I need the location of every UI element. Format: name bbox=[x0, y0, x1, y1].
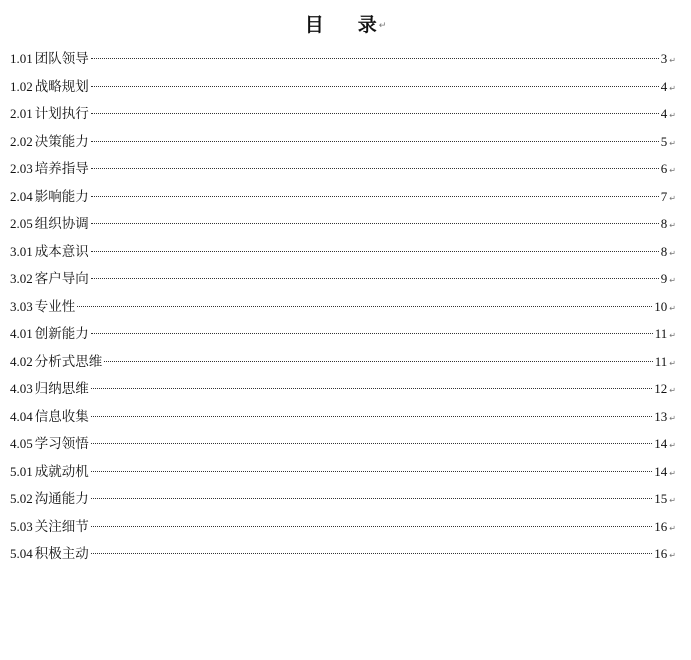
dot-leader bbox=[91, 86, 659, 87]
toc-entry[interactable] bbox=[10, 155, 676, 183]
toc-entry-number: 5.04 bbox=[10, 546, 33, 561]
toc-entry-number: 4.01 bbox=[10, 326, 33, 341]
dot-leader bbox=[91, 388, 653, 389]
toc-entry-label: 决策能力 bbox=[34, 133, 89, 150]
toc-entry-label: 客户导向 bbox=[34, 271, 89, 287]
toc-entry-label: 计划执行 bbox=[34, 106, 89, 122]
paragraph-mark-icon: ↵ bbox=[669, 111, 676, 120]
title-char-1: 目 bbox=[304, 14, 324, 36]
toc-entry-number: 2.01 bbox=[10, 106, 33, 121]
toc-entry-label: 沟通能力 bbox=[34, 491, 89, 507]
toc-entry-page-number: 7 bbox=[660, 188, 668, 204]
toc-entry-label: 信息收集 bbox=[34, 408, 89, 425]
toc-entry[interactable] bbox=[10, 128, 676, 156]
paragraph-mark-icon: ↵ bbox=[669, 276, 676, 285]
dot-leader bbox=[91, 58, 659, 59]
paragraph-mark-icon: ↵ bbox=[669, 386, 676, 395]
paragraph-mark-icon: ↵ bbox=[669, 83, 676, 93]
paragraph-mark-icon: ↵ bbox=[669, 331, 676, 340]
paragraph-mark-icon: ↵ bbox=[669, 221, 676, 230]
toc-entry-page-number: 4 bbox=[660, 78, 668, 94]
toc-entry-label: 组织协调 bbox=[34, 216, 89, 232]
paragraph-mark-icon: ↵ bbox=[669, 551, 676, 560]
dot-leader bbox=[91, 251, 659, 252]
toc-entry-page-number: 5 bbox=[660, 133, 668, 149]
toc-entry-label: 成就动机 bbox=[34, 463, 89, 480]
toc-entry-number: 5.01 bbox=[10, 463, 33, 479]
toc-entry-number: 2.03 bbox=[10, 161, 33, 176]
paragraph-mark-icon: ↵ bbox=[669, 496, 676, 505]
toc-entry[interactable] bbox=[10, 513, 676, 541]
toc-entry-number: 2.02 bbox=[10, 133, 33, 149]
toc-entry-number: 5.03 bbox=[10, 518, 33, 534]
toc-entry-page-number: 10 bbox=[654, 298, 668, 314]
toc-entry-page-number: 8 bbox=[660, 216, 668, 231]
title-char-2: 录 bbox=[357, 14, 377, 36]
toc-entry[interactable] bbox=[10, 540, 676, 568]
dot-leader bbox=[91, 498, 653, 499]
toc-entry-label: 关注细节 bbox=[34, 518, 89, 535]
toc-entry-number: 1.02 bbox=[10, 78, 33, 94]
dot-leader bbox=[77, 306, 652, 307]
toc-entry-label: 积极主动 bbox=[34, 546, 89, 562]
toc-entry[interactable] bbox=[10, 458, 676, 486]
dot-leader bbox=[91, 113, 659, 114]
paragraph-mark-icon: ↵ bbox=[669, 358, 676, 368]
dot-leader bbox=[91, 443, 653, 444]
paragraph-mark-icon: ↵ bbox=[669, 193, 676, 203]
paragraph-mark-icon: ↵ bbox=[669, 413, 676, 423]
toc-entry-number: 3.03 bbox=[10, 298, 33, 314]
dot-leader bbox=[91, 416, 653, 417]
toc-entry-page-number: 3 bbox=[660, 51, 668, 66]
dot-leader bbox=[91, 141, 659, 142]
toc-entry[interactable] bbox=[10, 293, 676, 321]
dot-leader bbox=[91, 333, 653, 334]
toc-entry-label: 团队领导 bbox=[34, 51, 89, 67]
paragraph-mark-icon: ↵ bbox=[669, 523, 676, 533]
table-of-contents bbox=[10, 45, 676, 568]
toc-entry[interactable] bbox=[10, 375, 676, 403]
toc-entry[interactable] bbox=[10, 210, 676, 238]
dot-leader bbox=[91, 223, 659, 224]
toc-entry[interactable] bbox=[10, 100, 676, 128]
toc-entry-page-number: 16 bbox=[654, 546, 668, 561]
toc-entry[interactable] bbox=[10, 45, 676, 73]
toc-entry[interactable] bbox=[10, 485, 676, 513]
paragraph-mark-icon: ↵ bbox=[669, 468, 676, 478]
toc-entry-label: 战略规划 bbox=[34, 78, 89, 95]
paragraph-mark-icon: ↵ bbox=[669, 248, 676, 258]
toc-title bbox=[0, 8, 691, 42]
toc-entry[interactable] bbox=[10, 265, 676, 293]
toc-entry-page-number: 12 bbox=[654, 381, 668, 396]
toc-entry-number: 4.04 bbox=[10, 408, 33, 424]
paragraph-mark-icon: ↵ bbox=[669, 441, 676, 450]
toc-entry-page-number: 13 bbox=[654, 408, 668, 424]
toc-entry-number: 1.01 bbox=[10, 51, 33, 66]
toc-entry-label: 创新能力 bbox=[34, 326, 89, 342]
toc-entry-page-number: 16 bbox=[654, 518, 668, 534]
paragraph-mark-icon: ↵ bbox=[669, 56, 676, 65]
toc-entry-page-number: 8 bbox=[660, 243, 668, 259]
toc-entry[interactable] bbox=[10, 348, 676, 376]
dot-leader bbox=[104, 361, 653, 362]
toc-entry-number: 4.03 bbox=[10, 381, 33, 396]
toc-entry-page-number: 9 bbox=[660, 271, 668, 286]
toc-entry-page-number: 6 bbox=[660, 161, 668, 176]
dot-leader bbox=[91, 526, 653, 527]
toc-entry-label: 学习领悟 bbox=[34, 436, 89, 452]
toc-entry[interactable] bbox=[10, 430, 676, 458]
toc-entry[interactable] bbox=[10, 403, 676, 431]
toc-entry-label: 专业性 bbox=[34, 298, 76, 315]
toc-entry-page-number: 11 bbox=[654, 353, 668, 369]
dot-leader bbox=[91, 278, 659, 279]
toc-entry-label: 成本意识 bbox=[34, 243, 89, 260]
toc-entry-number: 4.02 bbox=[10, 353, 33, 369]
toc-entry-number: 2.04 bbox=[10, 188, 33, 204]
toc-entry-page-number: 11 bbox=[654, 326, 668, 341]
dot-leader bbox=[91, 553, 653, 554]
dot-leader bbox=[91, 196, 659, 197]
toc-entry-number: 2.05 bbox=[10, 216, 33, 231]
toc-entry-label: 影响能力 bbox=[34, 188, 89, 205]
dot-leader bbox=[91, 168, 659, 169]
toc-entry[interactable] bbox=[10, 183, 676, 211]
toc-entry[interactable] bbox=[10, 320, 676, 348]
toc-entry-number: 3.02 bbox=[10, 271, 33, 286]
toc-entry-label: 培养指导 bbox=[34, 161, 89, 177]
toc-entry-page-number: 14 bbox=[654, 463, 668, 479]
dot-leader bbox=[91, 471, 653, 472]
toc-entry-label: 归纳思维 bbox=[34, 381, 89, 397]
toc-entry[interactable] bbox=[10, 73, 676, 101]
toc-entry-number: 4.05 bbox=[10, 436, 33, 451]
paragraph-mark-icon: ↵ bbox=[669, 138, 676, 148]
toc-entry[interactable] bbox=[10, 238, 676, 266]
toc-entry-number: 5.02 bbox=[10, 491, 33, 506]
paragraph-mark-icon: ↵ bbox=[669, 166, 676, 175]
toc-entry-number: 3.01 bbox=[10, 243, 33, 259]
toc-entry-page-number: 14 bbox=[654, 436, 668, 451]
paragraph-mark-icon: ↵ bbox=[378, 21, 387, 31]
paragraph-mark-icon: ↵ bbox=[669, 303, 676, 313]
toc-entry-label: 分析式思维 bbox=[34, 353, 103, 370]
toc-entry-page-number: 15 bbox=[654, 491, 668, 506]
toc-entry-page-number: 4 bbox=[660, 106, 668, 121]
